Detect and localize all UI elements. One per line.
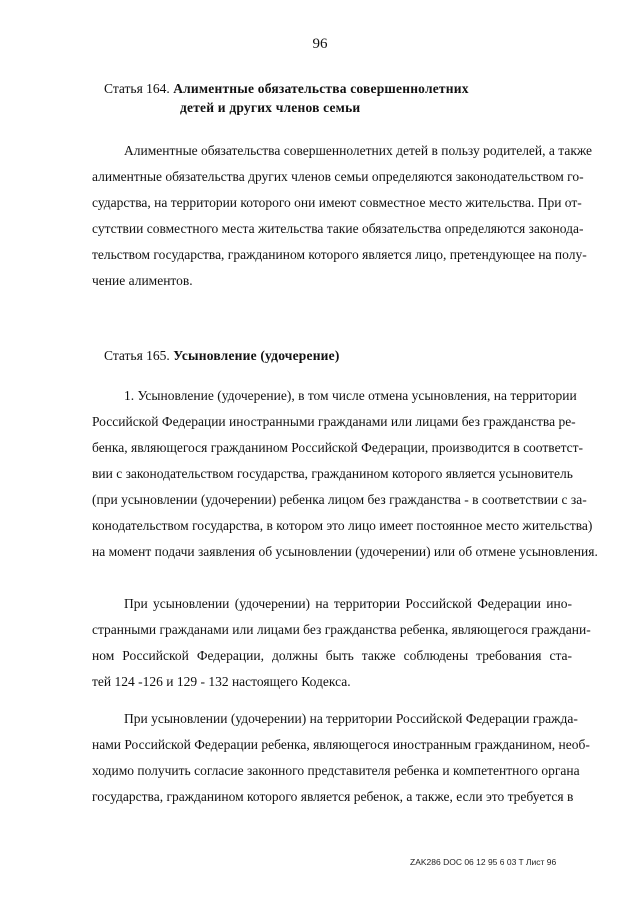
text-line: (при усыновлении (удочерении) ребенка лицом без гражданства - в соответствии с за- bbox=[92, 492, 587, 507]
text-line: При усыновлении (удочерении) на территории Российской Федерации гражда- bbox=[124, 711, 578, 726]
text-line: на момент подачи заявления об усыновлении (удочерении) или об отмене усыновления. bbox=[92, 544, 598, 559]
article-164-title-line2: детей и других членов семьи bbox=[180, 100, 361, 115]
text-line: алиментные обязательства других членов семьи определяются законодательством го- bbox=[92, 169, 584, 184]
document-footer: ZAK286 DOC 06 12 95 6 03 T Лист 96 bbox=[410, 857, 557, 867]
article-165-paragraph-3 bbox=[92, 706, 590, 810]
text-line: ном Российской Федерации, должны быть также соблюдены требования ста- bbox=[92, 648, 572, 663]
text-line: ходимо получить согласие законного представителя ребенка и компетентного органа bbox=[92, 763, 580, 778]
article-165-paragraph-2 bbox=[92, 591, 591, 695]
text-line: конодательством государства, в котором это лицо имеет постоянное место жительства) bbox=[92, 518, 593, 533]
text-line: тей 124 -126 и 129 - 132 настоящего Кодекса. bbox=[92, 674, 351, 689]
article-165-number: Статья 165. bbox=[104, 348, 170, 363]
article-165-heading bbox=[104, 346, 340, 365]
article-165-paragraph-1 bbox=[92, 383, 598, 565]
article-165-title: Усыновление (удочерение) bbox=[173, 348, 340, 363]
article-164-heading bbox=[104, 79, 469, 117]
article-164-title-line1: Алиментные обязательства совершеннолетних bbox=[173, 81, 469, 96]
text-line: тельством государства, гражданином которого является лицо, претендующее на полу- bbox=[92, 247, 587, 262]
text-line: сутствии совместного места жительства такие обязательства определяются законода- bbox=[92, 221, 584, 236]
text-line: 1. Усыновление (удочерение), в том числе отмена усыновления, на территории bbox=[124, 388, 577, 403]
text-line: вии с законодательством государства, гражданином которого является усыновитель bbox=[92, 466, 573, 481]
text-line: чение алиментов. bbox=[92, 273, 193, 288]
text-line: государства, гражданином которого является ребенок, а также, если это требуется в bbox=[92, 789, 574, 804]
text-line: бенка, являющегося гражданином Российской Федерации, производится в соответст- bbox=[92, 440, 584, 455]
text-line: странными гражданами или лицами без гражданства ребенка, являющегося граждани- bbox=[92, 622, 591, 637]
article-164-paragraph bbox=[92, 138, 593, 294]
page-number: 96 bbox=[312, 36, 328, 52]
text-line: нами Российской Федерации ребенка, являющегося иностранным гражданином, необ- bbox=[92, 737, 590, 752]
article-164-number: Статья 164. bbox=[104, 81, 170, 96]
text-line: При усыновлении (удочерении) на территории Российской Федерации ино- bbox=[124, 596, 572, 611]
text-line: сударства, на территории которого они имеют совместное место жительства. При от- bbox=[92, 195, 582, 210]
text-line: Российской Федерации иностранными гражданами или лицами без гражданства ре- bbox=[92, 414, 576, 429]
text-line: Алиментные обязательства совершеннолетних детей в пользу родителей, а также bbox=[124, 143, 593, 158]
